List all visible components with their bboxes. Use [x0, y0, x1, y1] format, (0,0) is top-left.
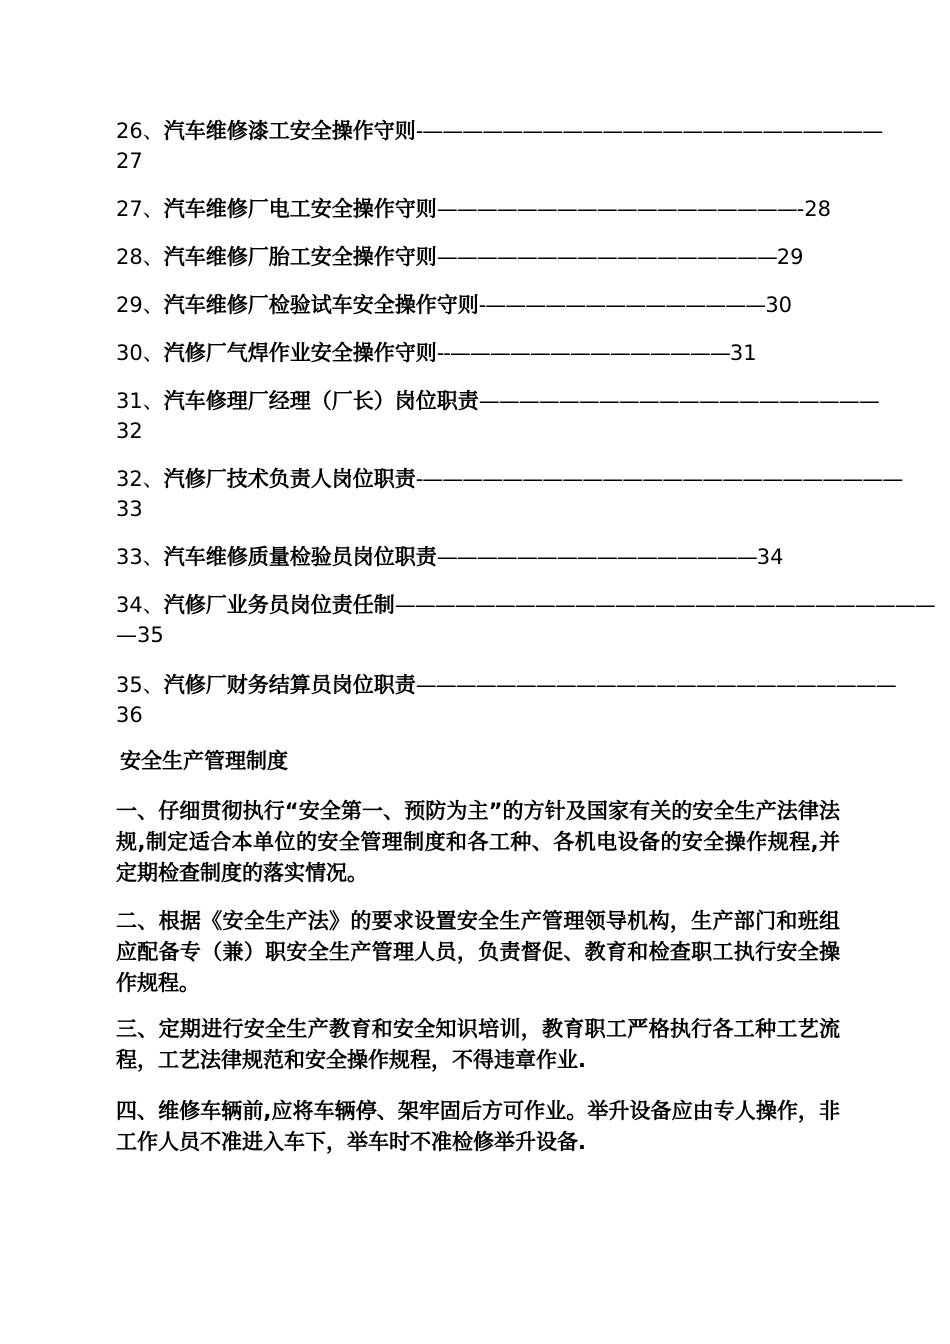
toc-separator: 、: [142, 389, 164, 413]
toc-separator: 、: [142, 293, 164, 317]
toc-leader: -———————————————————————: [415, 119, 883, 143]
paragraph-1: 一、仔细贯彻执行“安全第一、预防为主”的方针及国家有关的安全生产法律法规,制定适合本单位的安全管理制度和各工种、各机电设备的安全操作规程,并定期检查制度的落实情况。: [116, 799, 840, 885]
toc-title: 汽修厂气焊作业安全操作守则: [163, 341, 437, 365]
toc-separator: 、: [142, 341, 164, 365]
toc-entry-33: [116, 542, 840, 572]
toc-entry-29: [116, 290, 840, 320]
toc-entry-35: [116, 670, 896, 700]
toc-title: 汽车维修厂检验试车安全操作守则: [163, 293, 479, 317]
toc-separator: 、: [142, 197, 164, 221]
toc-number: 31: [116, 389, 143, 413]
toc-leader: ————————————————————————: [415, 673, 896, 697]
toc-number: 27: [116, 197, 143, 221]
toc-page-number-34: —35: [116, 623, 164, 647]
toc-entry-27: [116, 194, 840, 224]
toc-number: 26: [116, 119, 143, 143]
toc-leader: -——————————————: [478, 293, 766, 317]
toc-number: 33: [116, 545, 143, 569]
toc-separator: 、: [142, 673, 164, 697]
toc-number: 32: [116, 467, 143, 491]
toc-entry-26: [116, 116, 883, 146]
toc-separator: 、: [142, 467, 164, 491]
paragraph-4: 四、维修车辆前,应将车辆停、架牢固后方可作业。举升设备应由专人操作，非工作人员不准进入车下，举车时不准检修举升设备.: [116, 1099, 840, 1154]
section-title: 安全生产管理制度: [120, 749, 288, 773]
toc-leader: ————————————————: [436, 545, 757, 569]
toc-separator: 、: [142, 593, 164, 617]
toc-title: 汽修厂财务结算员岗位职责: [163, 673, 416, 697]
toc-title: 汽修厂业务员岗位责任制: [163, 593, 395, 617]
toc-title: 汽车维修质量检验员岗位职责: [163, 545, 437, 569]
toc-title: 汽车维修漆工安全操作守则: [163, 119, 416, 143]
toc-page-number-35: 36: [116, 703, 143, 727]
toc-separator: 、: [142, 119, 164, 143]
toc-page-number-31: 32: [116, 419, 143, 443]
toc-page-number: -28: [796, 197, 832, 221]
toc-leader: —————————————————: [436, 245, 777, 269]
toc-title: 汽车维修厂胎工安全操作守则: [163, 245, 437, 269]
toc-page-number: 31: [729, 341, 757, 365]
toc-entry-31: [116, 386, 879, 416]
toc-number: 30: [116, 341, 143, 365]
toc-page-number: 30: [765, 293, 793, 317]
toc-entry-34: [116, 590, 935, 620]
toc-page-number-32: 33: [116, 497, 143, 521]
paragraph-2: 二、根据《安全生产法》的要求设置安全生产管理领导机构，生产部门和班组应配备专（兼）职安全生产管理人员，负责督促、教育和检查职工执行安全操作规程。: [116, 909, 840, 995]
paragraph-3: 三、定期进行安全生产教育和安全知识培训，教育职工严格执行各工种工艺流程，工艺法律规范和安全操作规程，不得违章作业.: [116, 1017, 840, 1072]
toc-separator: 、: [142, 245, 164, 269]
toc-title: 汽车修理厂经理（厂长）岗位职责: [163, 389, 479, 413]
toc-leader: --——————————————: [436, 341, 730, 365]
toc-title: 汽车维修厂电工安全操作守则: [163, 197, 437, 221]
toc-leader: ——————————————————: [436, 197, 797, 221]
toc-leader: ———————————————————————————: [394, 593, 935, 617]
toc-leader: ————————————————————: [478, 389, 879, 413]
toc-separator: 、: [142, 545, 164, 569]
toc-number: 35: [116, 673, 143, 697]
toc-number: 29: [116, 293, 143, 317]
toc-number: 28: [116, 245, 143, 269]
toc-page-number: 34: [756, 545, 784, 569]
toc-entry-28: [116, 242, 840, 272]
toc-leader: -————————————————————————: [415, 467, 903, 491]
toc-page-number-26: 27: [116, 149, 143, 173]
toc-number: 34: [116, 593, 143, 617]
toc-page-number: 29: [776, 245, 804, 269]
toc-entry-32: [116, 464, 903, 494]
toc-title: 汽修厂技术负责人岗位职责: [163, 467, 416, 491]
toc-entry-30: [116, 338, 840, 368]
